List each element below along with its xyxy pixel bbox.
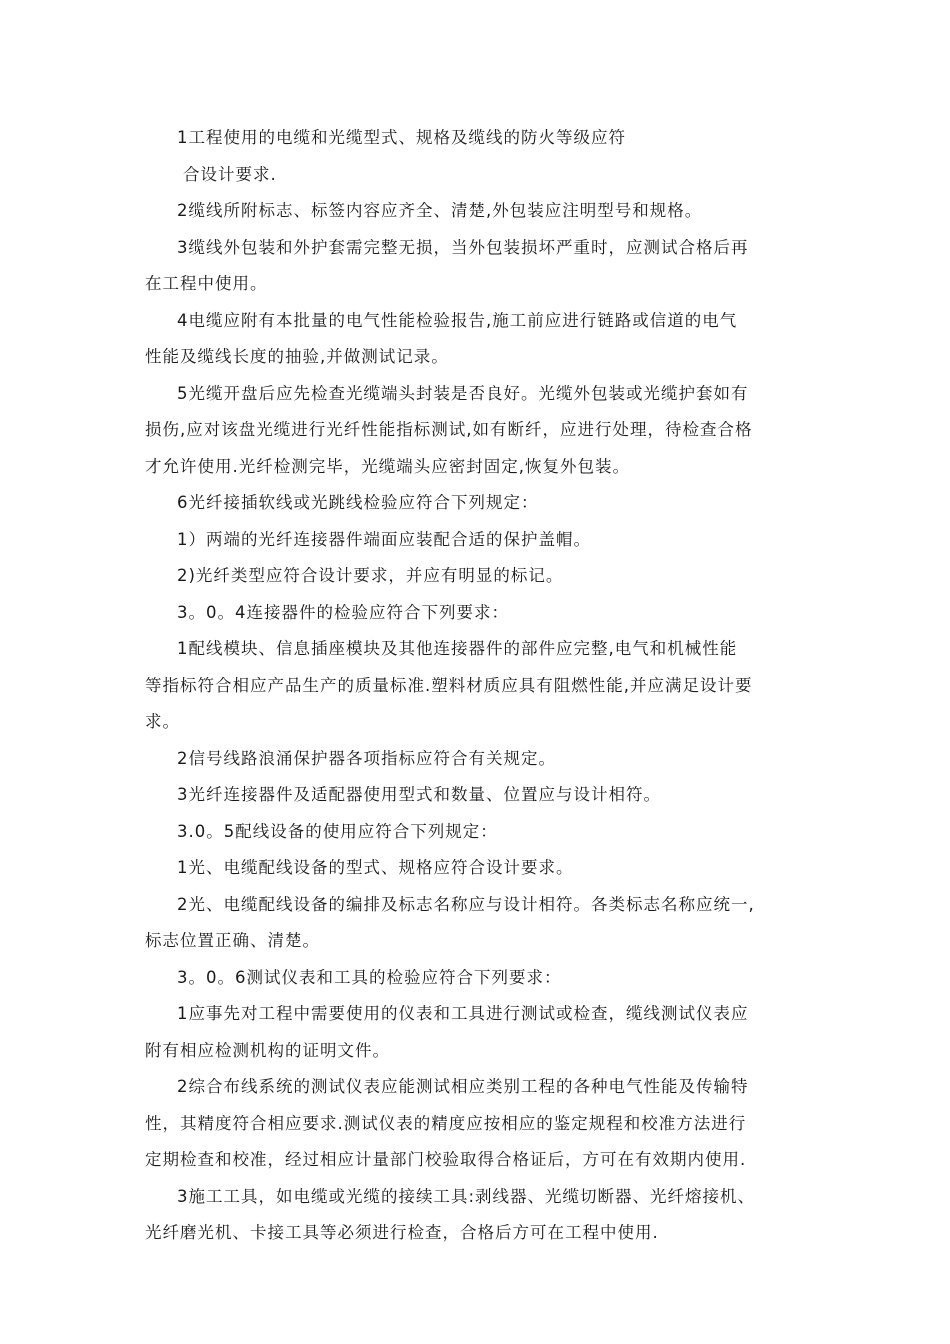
text-line: 2综合布线系统的测试仪表应能测试相应类别工程的各种电气性能及传输特 [177,1077,749,1096]
text-line: 3缆线外包装和外护套需完整无损，当外包装损坏严重时，应测试合格后再 [177,237,749,257]
text-line: 6光纤接插软线或光跳线检验应符合下列规定： [177,493,539,512]
text-line: 3施工工具，如电缆或光缆的接续工具:剥线器、光缆切断器、光纤熔接机、 [177,1186,756,1206]
text-line: 2光、电缆配线设备的编排及标志名称应与设计相符。各类标志名称应统一, [177,894,755,914]
text-line: 定期检查和校准，经过相应计量部门校验取得合格证后，方可在有效期内使用. [145,1150,747,1169]
text-line: 5光缆开盘后应先检查光缆端头封装是否良好。光缆外包装或光缆护套如有 [177,383,749,403]
document-body [145,124,825,1256]
text-line: 3。0。6测试仪表和工具的检验应符合下列要求： [177,967,562,987]
text-line: 性能及缆线长度的抽验,并做测试记录。 [145,347,449,366]
text-line: 4电缆应附有本批量的电气性能检验报告,施工前应进行链路或信道的电气 [177,310,738,330]
text-line: 等指标符合相应产品生产的质量标准.塑料材质应具有阻燃性能,并应满足设计要 [145,675,753,695]
text-line: 3.0。5配线设备的使用应符合下列规定： [177,821,498,841]
text-line: 性，其精度符合相应要求.测试仪表的精度应按相应的鉴定规程和校准方法进行 [145,1113,747,1133]
text-line: 光纤磨光机、卡接工具等必须进行检查，合格后方可在工程中使用. [145,1223,659,1242]
text-line: 标志位置正确、清楚。 [145,931,320,950]
text-line: 损伤,应对该盘光缆进行光纤性能指标测试,如有断纤，应进行处理，待检查合格 [145,420,753,439]
text-line: 2信号线路浪涌保护器各项指标应符合有关规定。 [177,748,556,768]
text-line: 1配线模块、信息插座模块及其他连接器件的部件应完整,电气和机械性能 [177,639,738,658]
text-line: 附有相应检测机构的证明文件。 [145,1040,390,1060]
text-line: 1光、电缆配线设备的型式、规格应符合设计要求。 [177,858,574,877]
text-line: 在工程中使用。 [145,274,268,293]
text-line: 合设计要求. [183,164,277,184]
text-line: 3。0。4连接器件的检验应符合下列要求： [177,602,509,622]
text-line: 2缆线所附标志、标签内容应齐全、清楚,外包装应注明型号和规格。 [177,201,703,220]
text-line: 才允许使用.光纤检测完毕，光缆端头应密封固定,恢复外包装。 [145,456,630,476]
text-line: 求。 [145,712,180,731]
text-line: 1工程使用的电缆和光缆型式、规格及缆线的防火等级应符 [177,128,626,147]
text-line: 3光纤连接器件及适配器使用型式和数量、位置应与设计相符。 [177,785,661,804]
text-line: 1应事先对工程中需要使用的仪表和工具进行测试或检查，缆线测试仪表应 [177,1004,749,1023]
text-line: 1）两端的光纤连接器件端面应装配合适的保护盖帽。 [177,529,591,549]
text-line: 2)光纤类型应符合设计要求，并应有明显的标记。 [177,566,564,585]
